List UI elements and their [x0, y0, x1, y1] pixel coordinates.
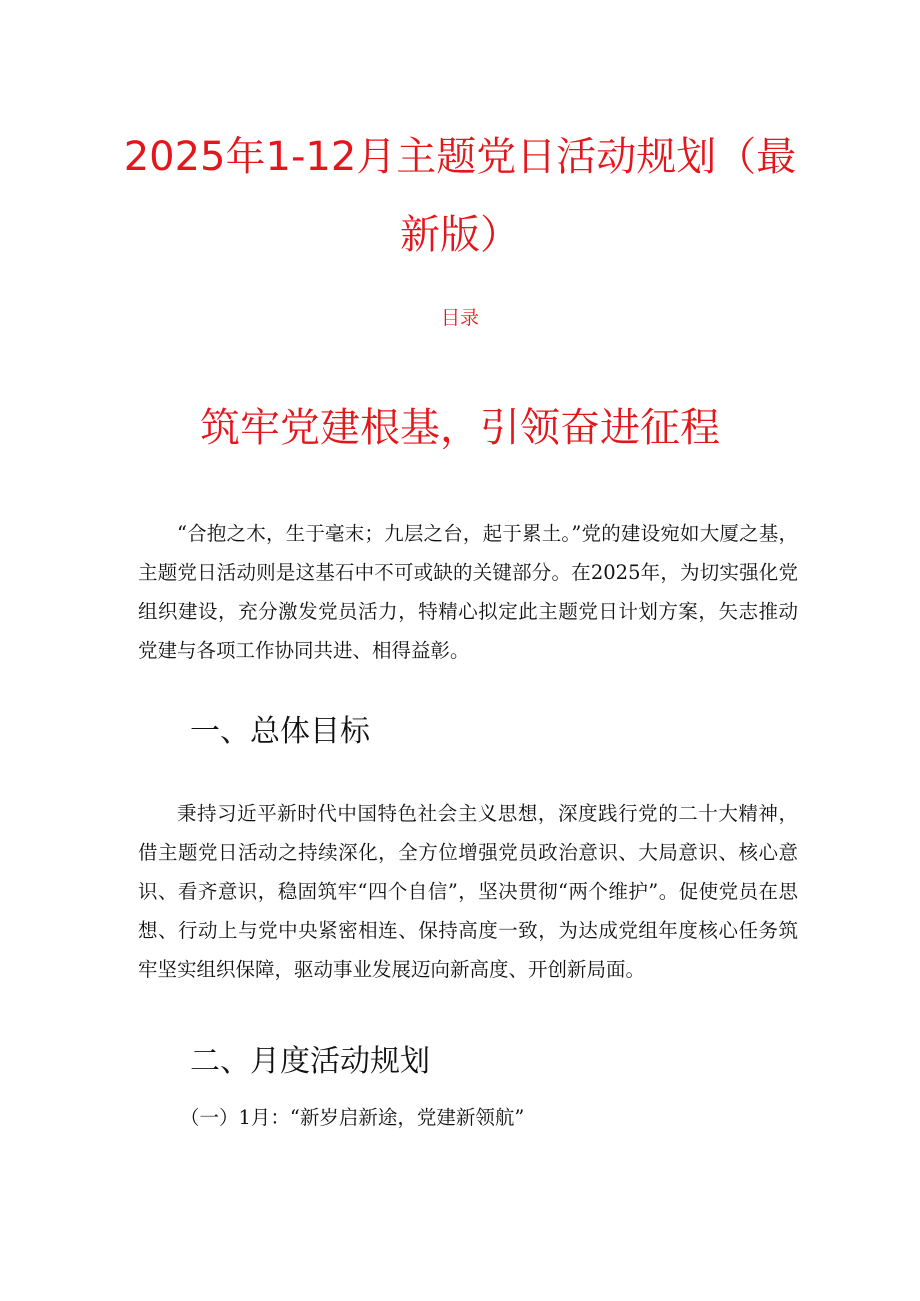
section-heading-overall-goals: 一、总体目标	[190, 714, 370, 749]
toc-label[interactable]: 目录	[440, 307, 479, 329]
subheading-january: （一）1月：“新岁启新途，党建新领航”	[180, 1106, 525, 1129]
overall-goals-paragraph: 秉持习近平新时代中国特色社会主义思想，深度践行党的二十大精神，借主题党日活动之持续深化，全方位增强党员政治意识、大局意识、核心意识、看齐意识，稳固筑牢“四个自信”，坚决贯彻“两个维护”。促使党员在思想、行动上与党中央紧密相连、保持高度一致，为达成党组年度核心任务筑牢坚实组织保障，驱动事业发展迈向新高度、开创新局面。	[138, 802, 798, 981]
headline: 筑牢党建根基，引领奋进征程	[200, 405, 720, 451]
intro-paragraph: “合抱之木，生于毫末；九层之台，起于累土。”党的建设宛如大厦之基，主题党日活动则是这基石中不可或缺的关键部分。在2025年，为切实强化党组织建设，充分激发党员活力，特精心拟定此主题党日计划方案，矢志推动党建与各项工作协同共进、相得益彰。	[138, 522, 798, 662]
document-title: 2025年1-12月主题党日活动规划（最新版）	[123, 134, 797, 258]
section-heading-monthly-plan: 二、月度活动规划	[190, 1044, 430, 1079]
